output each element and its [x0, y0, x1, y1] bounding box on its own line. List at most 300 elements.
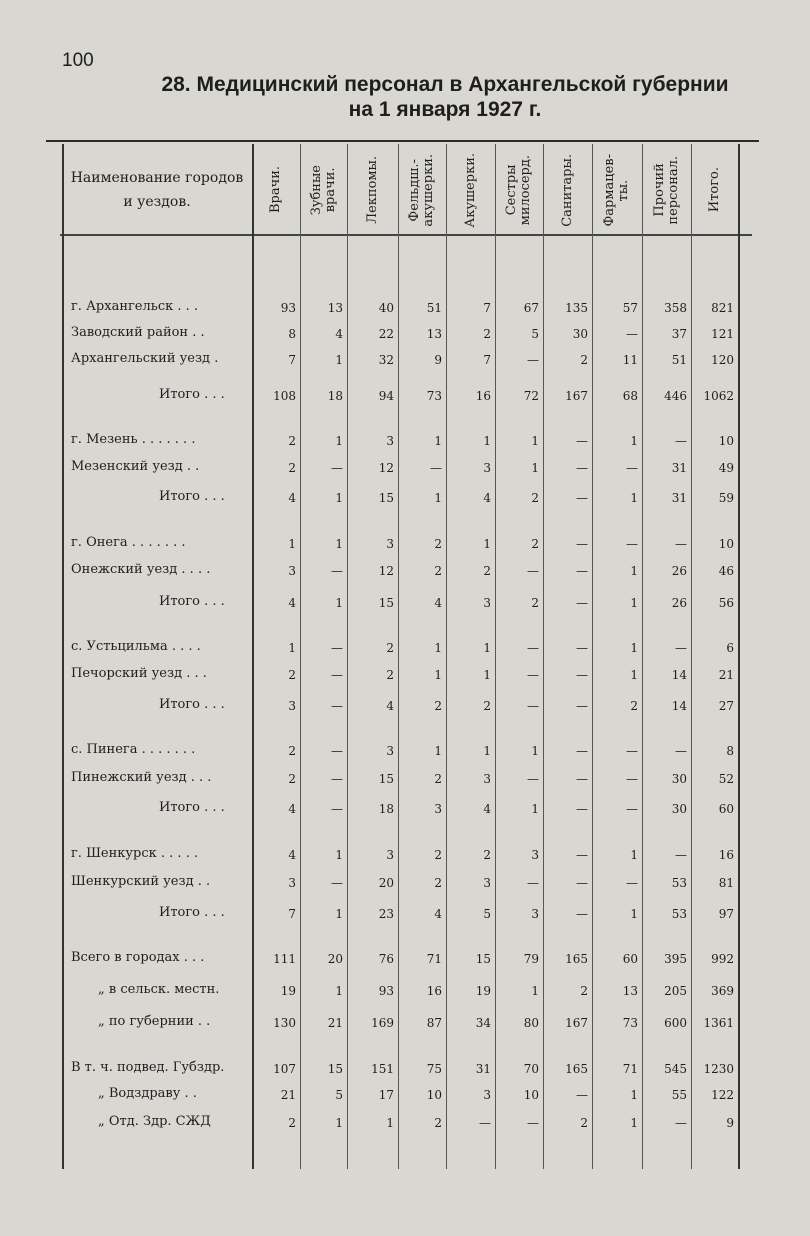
table-cell: 1230	[703, 1062, 734, 1076]
table-cell: 27	[718, 699, 734, 713]
table-cell: 2	[531, 537, 539, 551]
table-cell: —	[675, 848, 687, 862]
table-cell: 3	[531, 907, 539, 921]
table-cell: 3	[531, 848, 539, 862]
table-cell: 2	[434, 1116, 442, 1130]
table-cell: 369	[711, 984, 734, 998]
table-cell: —	[626, 327, 638, 341]
table-cell: 60	[718, 802, 734, 816]
header-column-label: Врачи.	[268, 166, 283, 214]
table-cell: —	[331, 699, 343, 713]
table-cell: —	[626, 802, 638, 816]
table-cell: 73	[622, 1016, 638, 1030]
table-cell: 71	[622, 1062, 638, 1076]
table-cell: 358	[664, 301, 687, 315]
table-cell: 26	[671, 596, 687, 610]
table-cell: 13	[622, 984, 638, 998]
row-label: „ в сельск. местн.	[98, 982, 220, 997]
table-cell: —	[576, 537, 588, 551]
table-cell: 70	[523, 1062, 539, 1076]
table-cell: 2	[434, 848, 442, 862]
table-cell: —	[576, 744, 588, 758]
table-cell: 167	[565, 389, 588, 403]
table-cell: 3	[483, 772, 491, 786]
table-cell: 821	[711, 301, 734, 315]
table-cell: 1	[630, 641, 638, 655]
table-cell: —	[331, 876, 343, 890]
table-cell: 108	[273, 389, 296, 403]
table-row	[46, 870, 759, 896]
table-cell: 16	[426, 984, 442, 998]
row-label: г. Онега . . . . . . .	[71, 535, 186, 550]
table-cell: —	[576, 772, 588, 786]
table-row	[46, 558, 759, 584]
header-column	[495, 146, 543, 234]
table-cell: 2	[580, 1116, 588, 1130]
table-cell: 3	[386, 848, 394, 862]
table-row	[46, 662, 759, 688]
row-label: Всего в городах . . .	[71, 950, 205, 965]
table-cell: 57	[622, 301, 638, 315]
table-row	[46, 531, 759, 557]
table-cell: 31	[671, 491, 687, 505]
header-column-label: Сестры милосерд.	[504, 154, 533, 226]
row-label: с. Пинега . . . . . . .	[71, 742, 196, 757]
table-cell: 93	[378, 984, 394, 998]
table-cell: 46	[718, 564, 734, 578]
table-cell: 3	[288, 564, 296, 578]
table-cell: 81	[718, 876, 734, 890]
table-row	[46, 383, 759, 409]
row-label: Шенкурский уезд . .	[71, 874, 211, 889]
table-cell: 4	[288, 491, 296, 505]
header-column-label: Зубные врачи.	[308, 164, 338, 216]
table-cell: —	[527, 353, 539, 367]
table-cell: 59	[718, 491, 734, 505]
table-cell: 7	[483, 353, 491, 367]
row-label: Архангельский уезд .	[71, 351, 219, 366]
table-cell: —	[527, 772, 539, 786]
table-row	[46, 978, 759, 1004]
table-cell: —	[576, 641, 588, 655]
row-label: Онежский уезд . . . .	[71, 562, 211, 577]
table-cell: 2	[288, 744, 296, 758]
table-cell: 75	[426, 1062, 442, 1076]
row-label: Пинежский уезд . . .	[71, 770, 212, 785]
table-row	[46, 295, 759, 321]
table-cell: —	[576, 1088, 588, 1102]
table-cell: —	[430, 461, 442, 475]
table-row	[46, 1056, 759, 1082]
table-cell: —	[626, 772, 638, 786]
table-cell: —	[576, 848, 588, 862]
header-column-label: Санитары.	[559, 153, 575, 227]
table-cell: 5	[483, 907, 491, 921]
table-cell: 51	[426, 301, 442, 315]
table-cell: 1	[335, 984, 343, 998]
table-cell: 7	[483, 301, 491, 315]
header-column-label: Фельдш.- акушерки.	[407, 153, 436, 227]
table-cell: 11	[622, 353, 638, 367]
table-cell: 20	[327, 952, 343, 966]
table-cell: 1	[630, 434, 638, 448]
row-label: г. Архангельск . . .	[71, 299, 199, 314]
table-row	[46, 693, 759, 719]
row-label: г. Шенкурск . . . . .	[71, 846, 199, 861]
header-rule	[60, 234, 752, 236]
table-cell: —	[331, 744, 343, 758]
table-cell: 4	[386, 699, 394, 713]
table-cell: 2	[288, 668, 296, 682]
table-cell: —	[626, 876, 638, 890]
table-cell: 3	[386, 537, 394, 551]
table-cell: 1	[335, 1116, 343, 1130]
table-cell: 2	[483, 848, 491, 862]
table-cell: —	[576, 596, 588, 610]
table-cell: 9	[726, 1116, 734, 1130]
table-cell: 1	[483, 537, 491, 551]
table-cell: 15	[378, 596, 394, 610]
table-cell: 87	[426, 1016, 442, 1030]
table-cell: —	[675, 537, 687, 551]
table-cell: 1	[335, 537, 343, 551]
table-cell: 122	[711, 1088, 734, 1102]
header-column	[252, 146, 300, 234]
table-cell: 3	[483, 596, 491, 610]
table-cell: 2	[434, 876, 442, 890]
table-cell: 111	[273, 952, 296, 966]
table-cell: 1	[335, 353, 343, 367]
table-cell: 18	[378, 802, 394, 816]
table-row	[46, 842, 759, 868]
table-cell: 72	[523, 389, 539, 403]
table-cell: —	[576, 434, 588, 448]
table-row	[46, 1082, 759, 1108]
row-label: „ Отд. Здр. СЖД	[98, 1114, 211, 1129]
table-cell: —	[576, 907, 588, 921]
header-column	[642, 146, 691, 234]
header-column-label: Акушерки.	[462, 152, 478, 228]
table-cell: —	[331, 668, 343, 682]
table-cell: 13	[426, 327, 442, 341]
row-label: Мезенский уезд . .	[71, 459, 200, 474]
header-name-line: Наименование городов	[70, 170, 244, 186]
table-cell: 10	[718, 537, 734, 551]
title-line-2: на 1 января 1927 г.	[348, 98, 542, 121]
table-cell: 395	[664, 952, 687, 966]
table-cell: 56	[718, 596, 734, 610]
row-label: „ по губернии . .	[98, 1014, 211, 1029]
table-cell: 2	[531, 596, 539, 610]
row-label: Заводский район . .	[71, 325, 205, 340]
table-cell: 3	[386, 434, 394, 448]
table-cell: —	[331, 641, 343, 655]
table-cell: —	[675, 744, 687, 758]
header-column	[347, 146, 398, 234]
table-cell: 1	[630, 1088, 638, 1102]
table-cell: 12	[378, 564, 394, 578]
table-cell: 130	[273, 1016, 296, 1030]
table-cell: 3	[434, 802, 442, 816]
table-cell: 151	[371, 1062, 394, 1076]
table-cell: —	[479, 1116, 491, 1130]
table-cell: 600	[664, 1016, 687, 1030]
table-cell: —	[331, 461, 343, 475]
table-cell: 169	[371, 1016, 394, 1030]
table-cell: 165	[565, 1062, 588, 1076]
table-cell: 120	[711, 353, 734, 367]
table-cell: 16	[475, 389, 491, 403]
table-cell: 19	[475, 984, 491, 998]
table-cell: —	[675, 434, 687, 448]
table-cell: 205	[664, 984, 687, 998]
table-cell: 53	[671, 876, 687, 890]
table-cell: 12	[378, 461, 394, 475]
page-title	[60, 72, 810, 122]
table-cell: 97	[718, 907, 734, 921]
table-cell: 30	[671, 802, 687, 816]
row-label: Итого . . .	[159, 489, 225, 504]
row-label: Итого . . .	[159, 905, 225, 920]
header-column-label: Прочий персонал.	[651, 155, 681, 225]
row-label: Итого . . .	[159, 387, 225, 402]
table-cell: 7	[288, 353, 296, 367]
table-cell: —	[527, 1116, 539, 1130]
table-cell: 2	[630, 699, 638, 713]
table-cell: 107	[273, 1062, 296, 1076]
header-name-column	[62, 166, 252, 214]
table-cell: 10	[718, 434, 734, 448]
table-cell: —	[576, 876, 588, 890]
table-cell: 5	[531, 327, 539, 341]
table-cell: 10	[523, 1088, 539, 1102]
table-cell: 21	[718, 668, 734, 682]
table-row	[46, 766, 759, 792]
table-cell: 1	[531, 461, 539, 475]
table-cell: 2	[386, 641, 394, 655]
table-cell: —	[527, 641, 539, 655]
table-cell: 79	[523, 952, 539, 966]
table-cell: 2	[434, 564, 442, 578]
table-cell: 10	[426, 1088, 442, 1102]
table-row	[46, 321, 759, 347]
table-cell: 2	[386, 668, 394, 682]
table-cell: 31	[475, 1062, 491, 1076]
table-cell: 15	[475, 952, 491, 966]
page-number: 100	[62, 50, 94, 71]
table-cell: 2	[288, 1116, 296, 1130]
table-cell: 34	[475, 1016, 491, 1030]
header-column	[300, 146, 347, 234]
row-label: г. Мезень . . . . . . .	[71, 432, 196, 447]
table-cell: —	[576, 668, 588, 682]
table-cell: 15	[378, 772, 394, 786]
table-cell: —	[331, 802, 343, 816]
header-column-label: Лекпомы.	[364, 156, 380, 224]
table-cell: 1	[434, 641, 442, 655]
table-cell: 4	[335, 327, 343, 341]
table-cell: 8	[726, 744, 734, 758]
table-cell: 67	[523, 301, 539, 315]
table-cell: —	[576, 802, 588, 816]
table-cell: 13	[327, 301, 343, 315]
table-cell: 4	[483, 491, 491, 505]
row-label: „ Водздраву . .	[98, 1086, 197, 1101]
table-row	[46, 635, 759, 661]
table-cell: 2	[531, 491, 539, 505]
table-cell: 1	[335, 491, 343, 505]
table-row	[46, 1010, 759, 1036]
table-cell: 1	[630, 668, 638, 682]
table-cell: 3	[288, 876, 296, 890]
table-cell: 14	[671, 699, 687, 713]
table-cell: 80	[523, 1016, 539, 1030]
table-cell: 9	[434, 353, 442, 367]
table-cell: 3	[483, 461, 491, 475]
table-cell: 1	[630, 564, 638, 578]
table-cell: 1	[434, 668, 442, 682]
table-cell: 992	[711, 952, 734, 966]
table-cell: 4	[483, 802, 491, 816]
table-cell: 1	[531, 434, 539, 448]
header-column	[543, 146, 592, 234]
table-cell: 53	[671, 907, 687, 921]
table-cell: 1	[483, 641, 491, 655]
table-cell: 1	[531, 744, 539, 758]
table-cell: 2	[288, 772, 296, 786]
table-cell: 1	[288, 641, 296, 655]
table-cell: 1	[630, 491, 638, 505]
table-cell: 4	[434, 907, 442, 921]
table-cell: 545	[664, 1062, 687, 1076]
table-cell: 1	[434, 491, 442, 505]
table-cell: —	[576, 699, 588, 713]
table-cell: 1	[434, 744, 442, 758]
table-cell: 1	[483, 434, 491, 448]
table-cell: 14	[671, 668, 687, 682]
row-label: В т. ч. подвед. Губздр.	[71, 1060, 225, 1075]
header-column	[691, 146, 738, 234]
row-label: Итого . . .	[159, 800, 225, 815]
header-name-line: и уездов.	[123, 194, 191, 210]
table-cell: 1	[335, 596, 343, 610]
table-cell: —	[675, 641, 687, 655]
table-cell: —	[626, 744, 638, 758]
table-cell: 167	[565, 1016, 588, 1030]
table-cell: 71	[426, 952, 442, 966]
table-cell: 2	[288, 434, 296, 448]
table-cell: 31	[671, 461, 687, 475]
table-cell: 18	[327, 389, 343, 403]
table-cell: 1	[531, 802, 539, 816]
header-column	[592, 146, 642, 234]
table-cell: 30	[671, 772, 687, 786]
table-cell: 73	[426, 389, 442, 403]
row-label: Печорский уезд . . .	[71, 666, 207, 681]
table-row	[46, 428, 759, 454]
row-label: Итого . . .	[159, 697, 225, 712]
table-cell: 68	[622, 389, 638, 403]
table-cell: 40	[378, 301, 394, 315]
table-cell: 16	[718, 848, 734, 862]
table-row	[46, 901, 759, 927]
table-cell: 17	[378, 1088, 394, 1102]
row-label: Итого . . .	[159, 594, 225, 609]
table-cell: 1	[335, 848, 343, 862]
table-cell: 60	[622, 952, 638, 966]
table-cell: —	[527, 564, 539, 578]
table-cell: —	[576, 461, 588, 475]
table-cell: 165	[565, 952, 588, 966]
table-cell: 1	[630, 1116, 638, 1130]
table-cell: 1	[386, 1116, 394, 1130]
table-cell: 1361	[703, 1016, 734, 1030]
table-top-rule	[46, 140, 759, 142]
table-row	[46, 796, 759, 822]
table-cell: 8	[288, 327, 296, 341]
table-cell: —	[331, 772, 343, 786]
table-cell: 1	[335, 907, 343, 921]
table-row	[46, 738, 759, 764]
table-cell: —	[626, 537, 638, 551]
table-cell: —	[675, 1116, 687, 1130]
table-cell: 1	[531, 984, 539, 998]
table-cell: —	[576, 491, 588, 505]
table-cell: 93	[280, 301, 296, 315]
table-cell: 6	[726, 641, 734, 655]
table-cell: 1062	[703, 389, 734, 403]
personnel-table	[46, 140, 759, 1175]
table-cell: 3	[288, 699, 296, 713]
row-label: с. Устьцильма . . . .	[71, 639, 201, 654]
table-cell: 51	[671, 353, 687, 367]
table-cell: 4	[288, 802, 296, 816]
table-cell: —	[331, 564, 343, 578]
table-cell: 15	[327, 1062, 343, 1076]
table-cell: 1	[483, 668, 491, 682]
table-cell: 21	[327, 1016, 343, 1030]
table-cell: 2	[434, 699, 442, 713]
table-cell: 2	[580, 353, 588, 367]
table-cell: 5	[335, 1088, 343, 1102]
table-cell: 23	[378, 907, 394, 921]
table-cell: 19	[280, 984, 296, 998]
table-cell: 26	[671, 564, 687, 578]
table-cell: 3	[386, 744, 394, 758]
table-cell: 52	[718, 772, 734, 786]
header-column-label: Фармацев- ты.	[602, 153, 631, 227]
table-cell: 2	[483, 699, 491, 713]
table-cell: 1	[335, 434, 343, 448]
table-cell: 1	[630, 848, 638, 862]
table-cell: 3	[483, 876, 491, 890]
table-cell: 2	[483, 564, 491, 578]
table-cell: 32	[378, 353, 394, 367]
table-cell: 1	[288, 537, 296, 551]
table-cell: 37	[671, 327, 687, 341]
title-line-1: 28. Медицинский персонал в Архангельской губернии	[161, 73, 729, 96]
table-cell: 4	[288, 596, 296, 610]
table-row	[46, 590, 759, 616]
table-cell: —	[626, 461, 638, 475]
table-cell: 4	[434, 596, 442, 610]
table-row	[46, 1110, 759, 1136]
table-cell: 55	[671, 1088, 687, 1102]
table-cell: 49	[718, 461, 734, 475]
table-cell: —	[527, 876, 539, 890]
table-cell: 7	[288, 907, 296, 921]
table-cell: 94	[378, 389, 394, 403]
